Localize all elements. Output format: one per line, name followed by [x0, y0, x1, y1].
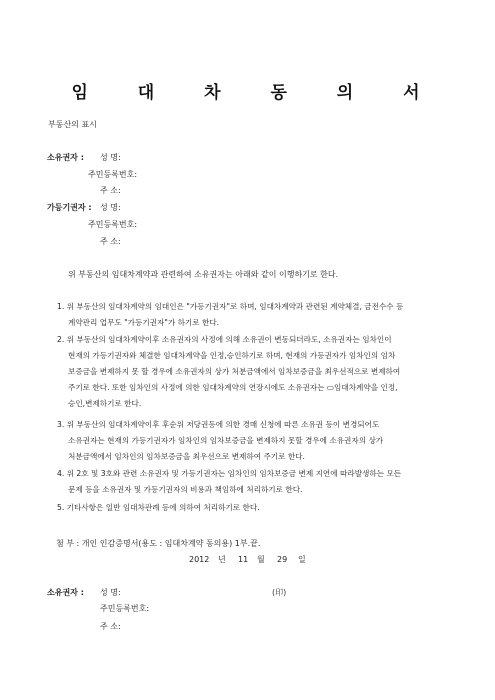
clause-line: 4. 위 2호 및 3호와 관련 소유권자 및 가등기권자는 임차인의 임차보증금 변제 지연에 따라발생하는 모든	[57, 469, 402, 478]
property-label: 부동산의 표시	[48, 120, 97, 129]
owner-id-label: 주민등록번호:	[88, 170, 138, 179]
footer-owner-role-label: 소유권자 :	[47, 588, 84, 597]
date-year: 2012	[189, 555, 210, 564]
clause-line: 보증금을 변제하지 못 할 경우에 소유권자의 상가 처분금액에서 임차보증금을 최우선적으로 변제하여	[68, 367, 401, 376]
tenant-role-label: 가등기권자 :	[47, 203, 92, 212]
clause-line: 5. 기타사항은 일반 임대차관례 등에 의하여 처리하기로 한다.	[57, 503, 260, 512]
owner-address-label: 주 소:	[100, 186, 121, 195]
footer-owner-address-label: 주 소:	[100, 622, 121, 631]
owner-name-label: 성 명:	[100, 153, 121, 162]
date-year-unit: 년	[218, 555, 226, 564]
clause-line: 현재의 가등기권자와 체결한 임대차계약을 인정,승인하기로 하며, 현재의 가등권자가 임차인의 임차	[68, 351, 396, 360]
clause-3	[57, 417, 383, 465]
clause-2	[57, 332, 400, 412]
clause-line: 승인,변제하기로 한다.	[68, 399, 142, 408]
document-title: 임 대 차 동 의 서	[71, 83, 442, 103]
clause-line: 소유권자는 현재의 가등기권자가 임차인의 임차보증금을 변제하지 못할 경우에 소유권자의 상가	[68, 436, 384, 445]
clause-line: 3. 위 부동산의 임대차계약이후 후순위 저당권등에 의한 경매 신청에 따른 소유권 등이 변경되어도	[57, 420, 380, 429]
seal-mark: (印)	[272, 588, 287, 597]
footer-owner-id-label: 주민등록번호:	[100, 604, 150, 613]
clause-1	[57, 299, 403, 331]
tenant-name-label: 성 명:	[100, 203, 121, 212]
footer-owner-name-label: 성 명:	[100, 588, 121, 597]
clause-line: 처분금액에서 임차인의 임차보증금을 최우선으로 변제하여 주기로 한다.	[68, 452, 305, 461]
clause-line: 1. 위 부동산의 임대차계약의 임대인은 "가등기권자"로 하며, 임대차계약과 관련된 계약체결, 금전수수 등	[57, 302, 404, 311]
intro-sentence: 위 부동산의 임대차계약과 관련하여 소유권자는 아래와 같이 이행하기로 한다.	[68, 270, 339, 279]
date-month-unit: 월	[257, 555, 265, 564]
date-day: 29	[277, 555, 288, 564]
tenant-address-label: 주 소:	[100, 237, 121, 246]
clause-4	[57, 466, 401, 498]
clause-line: 문제 등을 소유권자 및 가등기권자의 비용과 책임하에 처리하기로 한다.	[68, 485, 303, 494]
date-month: 11	[238, 555, 249, 564]
tenant-id-label: 주민등록번호:	[88, 220, 138, 229]
date-day-unit: 일	[298, 555, 306, 564]
clause-line: 계약관리 업무도 "가등기권자"가 하기로 한다.	[68, 318, 220, 327]
clause-5	[57, 500, 260, 516]
clause-line: 주기로 한다. 또한 임차인의 사정에 의한 임대차계약의 연장시에도 소유권자는 ▭임대차계약을 인정,	[68, 383, 398, 392]
attachment-note: 첨 부 : 개인 인감증명서(용도 : 임대차계약 동의용) 1부.끝.	[56, 539, 261, 548]
owner-role-label: 소유권자 :	[47, 153, 84, 162]
clause-line: 2. 위 부동산의 임대차계약이후 소유권자의 사정에 의해 소유권이 변동되더라도, 소유권자는 임차인이	[57, 335, 392, 344]
